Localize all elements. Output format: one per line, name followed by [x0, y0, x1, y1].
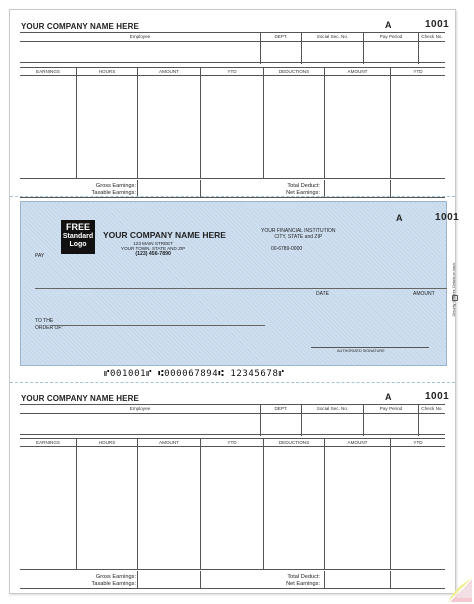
deduction-amount-col-header: AMOUNT [325, 439, 390, 447]
dept-header: DEPT. [274, 34, 288, 39]
check-number: 1001 [435, 212, 460, 223]
stub-check-number: 1001 [425, 391, 450, 402]
total-deduct-label: Total Deduct: [287, 574, 320, 580]
earnings-col-header: EARNINGS [20, 439, 76, 447]
pay-label: PAY [35, 253, 45, 259]
hours-col-header: HOURS [77, 439, 137, 447]
gross-earnings-label: Gross Earnings: [95, 574, 136, 580]
logo-free-text: FREE [65, 222, 90, 232]
check-no-header: Check No. [421, 34, 443, 39]
company-street: 123 MAIN STREET [133, 241, 174, 246]
order-label-line-1: TO THE [35, 318, 54, 324]
deduction-ytd-col-header: YTD [391, 68, 445, 76]
stub-letter: A [385, 20, 392, 30]
check-company-name: YOUR COMPANY NAME HERE [103, 230, 226, 240]
micr-line: ⑈001001⑈ ⑆000067894⑆ 12345678⑈ [104, 369, 285, 379]
perforation-line [10, 196, 455, 197]
stub-company-name: YOUR COMPANY NAME HERE [21, 22, 139, 31]
pay-period-header: Pay Period [379, 406, 403, 411]
ytd-col-header: YTD [201, 439, 263, 447]
employee-header: Employee [129, 406, 151, 411]
taxable-earnings-label: Taxable Earnings: [91, 581, 136, 587]
order-label-line-2: ORDER OF: [35, 325, 63, 331]
routing-fraction: 00-6789-0000 [271, 246, 303, 252]
employee-header: Employee [129, 34, 151, 39]
ssn-header: Social Sec. No. [316, 34, 349, 39]
taxable-earnings-label: Taxable Earnings: [91, 190, 136, 196]
check-no-header: Check No. [421, 406, 443, 411]
earnings-table [20, 438, 445, 570]
company-phone: (123) 456-7890 [135, 250, 171, 257]
logo-line-1: Standard [62, 233, 94, 240]
total-deduct-label: Total Deduct: [287, 183, 320, 189]
stub-check-number: 1001 [425, 19, 450, 30]
signature-line [311, 347, 429, 348]
amount-col-header: AMOUNT [138, 68, 200, 76]
payee-line [51, 325, 265, 326]
logo-line-2: Logo [69, 241, 87, 248]
check-letter: A [396, 213, 403, 223]
amount-col-header: AMOUNT [138, 439, 200, 447]
gross-earnings-label: Gross Earnings: [95, 183, 136, 189]
net-earnings-label: Net Earnings: [286, 581, 320, 587]
pay-period-header: Pay Period [379, 34, 403, 39]
signature-label: AUTHORIZED SIGNATURE [337, 349, 385, 353]
date-label: DATE [316, 291, 329, 297]
stub-totals [20, 571, 445, 589]
earnings-col-header: EARNINGS [20, 68, 76, 76]
bank-info [261, 228, 336, 240]
company-city: YOUR TOWN, STATE AND ZIP [121, 246, 186, 252]
bank-name: YOUR FINANCIAL INSTITUTION [261, 228, 336, 234]
dept-header: DEPT. [274, 406, 288, 411]
stub-letter: A [385, 392, 392, 402]
deductions-col-header: DEDUCTIONS [264, 68, 324, 76]
deduction-amount-col-header: AMOUNT [325, 68, 390, 76]
company-address [121, 241, 185, 257]
check-form-sheet [9, 9, 460, 594]
top-earnings-stub [10, 10, 455, 195]
employee-info-row [20, 32, 445, 63]
pay-line [35, 288, 447, 289]
ytd-col-header: YTD [201, 68, 263, 76]
page-curl-icon [444, 574, 472, 602]
earnings-table [20, 67, 445, 179]
bottom-earnings-stub [10, 384, 455, 595]
stub-company-name: YOUR COMPANY NAME HERE [21, 394, 139, 403]
perforation-line-bottom [10, 382, 455, 383]
logo-placeholder [61, 220, 95, 254]
bank-city: CITY, STATE and ZIP [274, 234, 323, 240]
hours-col-header: HOURS [77, 68, 137, 76]
security-note: Security features. Details on back. [452, 262, 456, 317]
deductions-col-header: DEDUCTIONS [264, 439, 324, 447]
deduction-ytd-col-header: YTD [391, 439, 445, 447]
check-body [20, 201, 460, 366]
amount-label: AMOUNT [413, 291, 435, 297]
net-earnings-label: Net Earnings: [286, 190, 320, 196]
employee-info-row [20, 404, 445, 435]
padlock-icon [452, 295, 458, 301]
ssn-header: Social Sec. No. [316, 406, 349, 411]
